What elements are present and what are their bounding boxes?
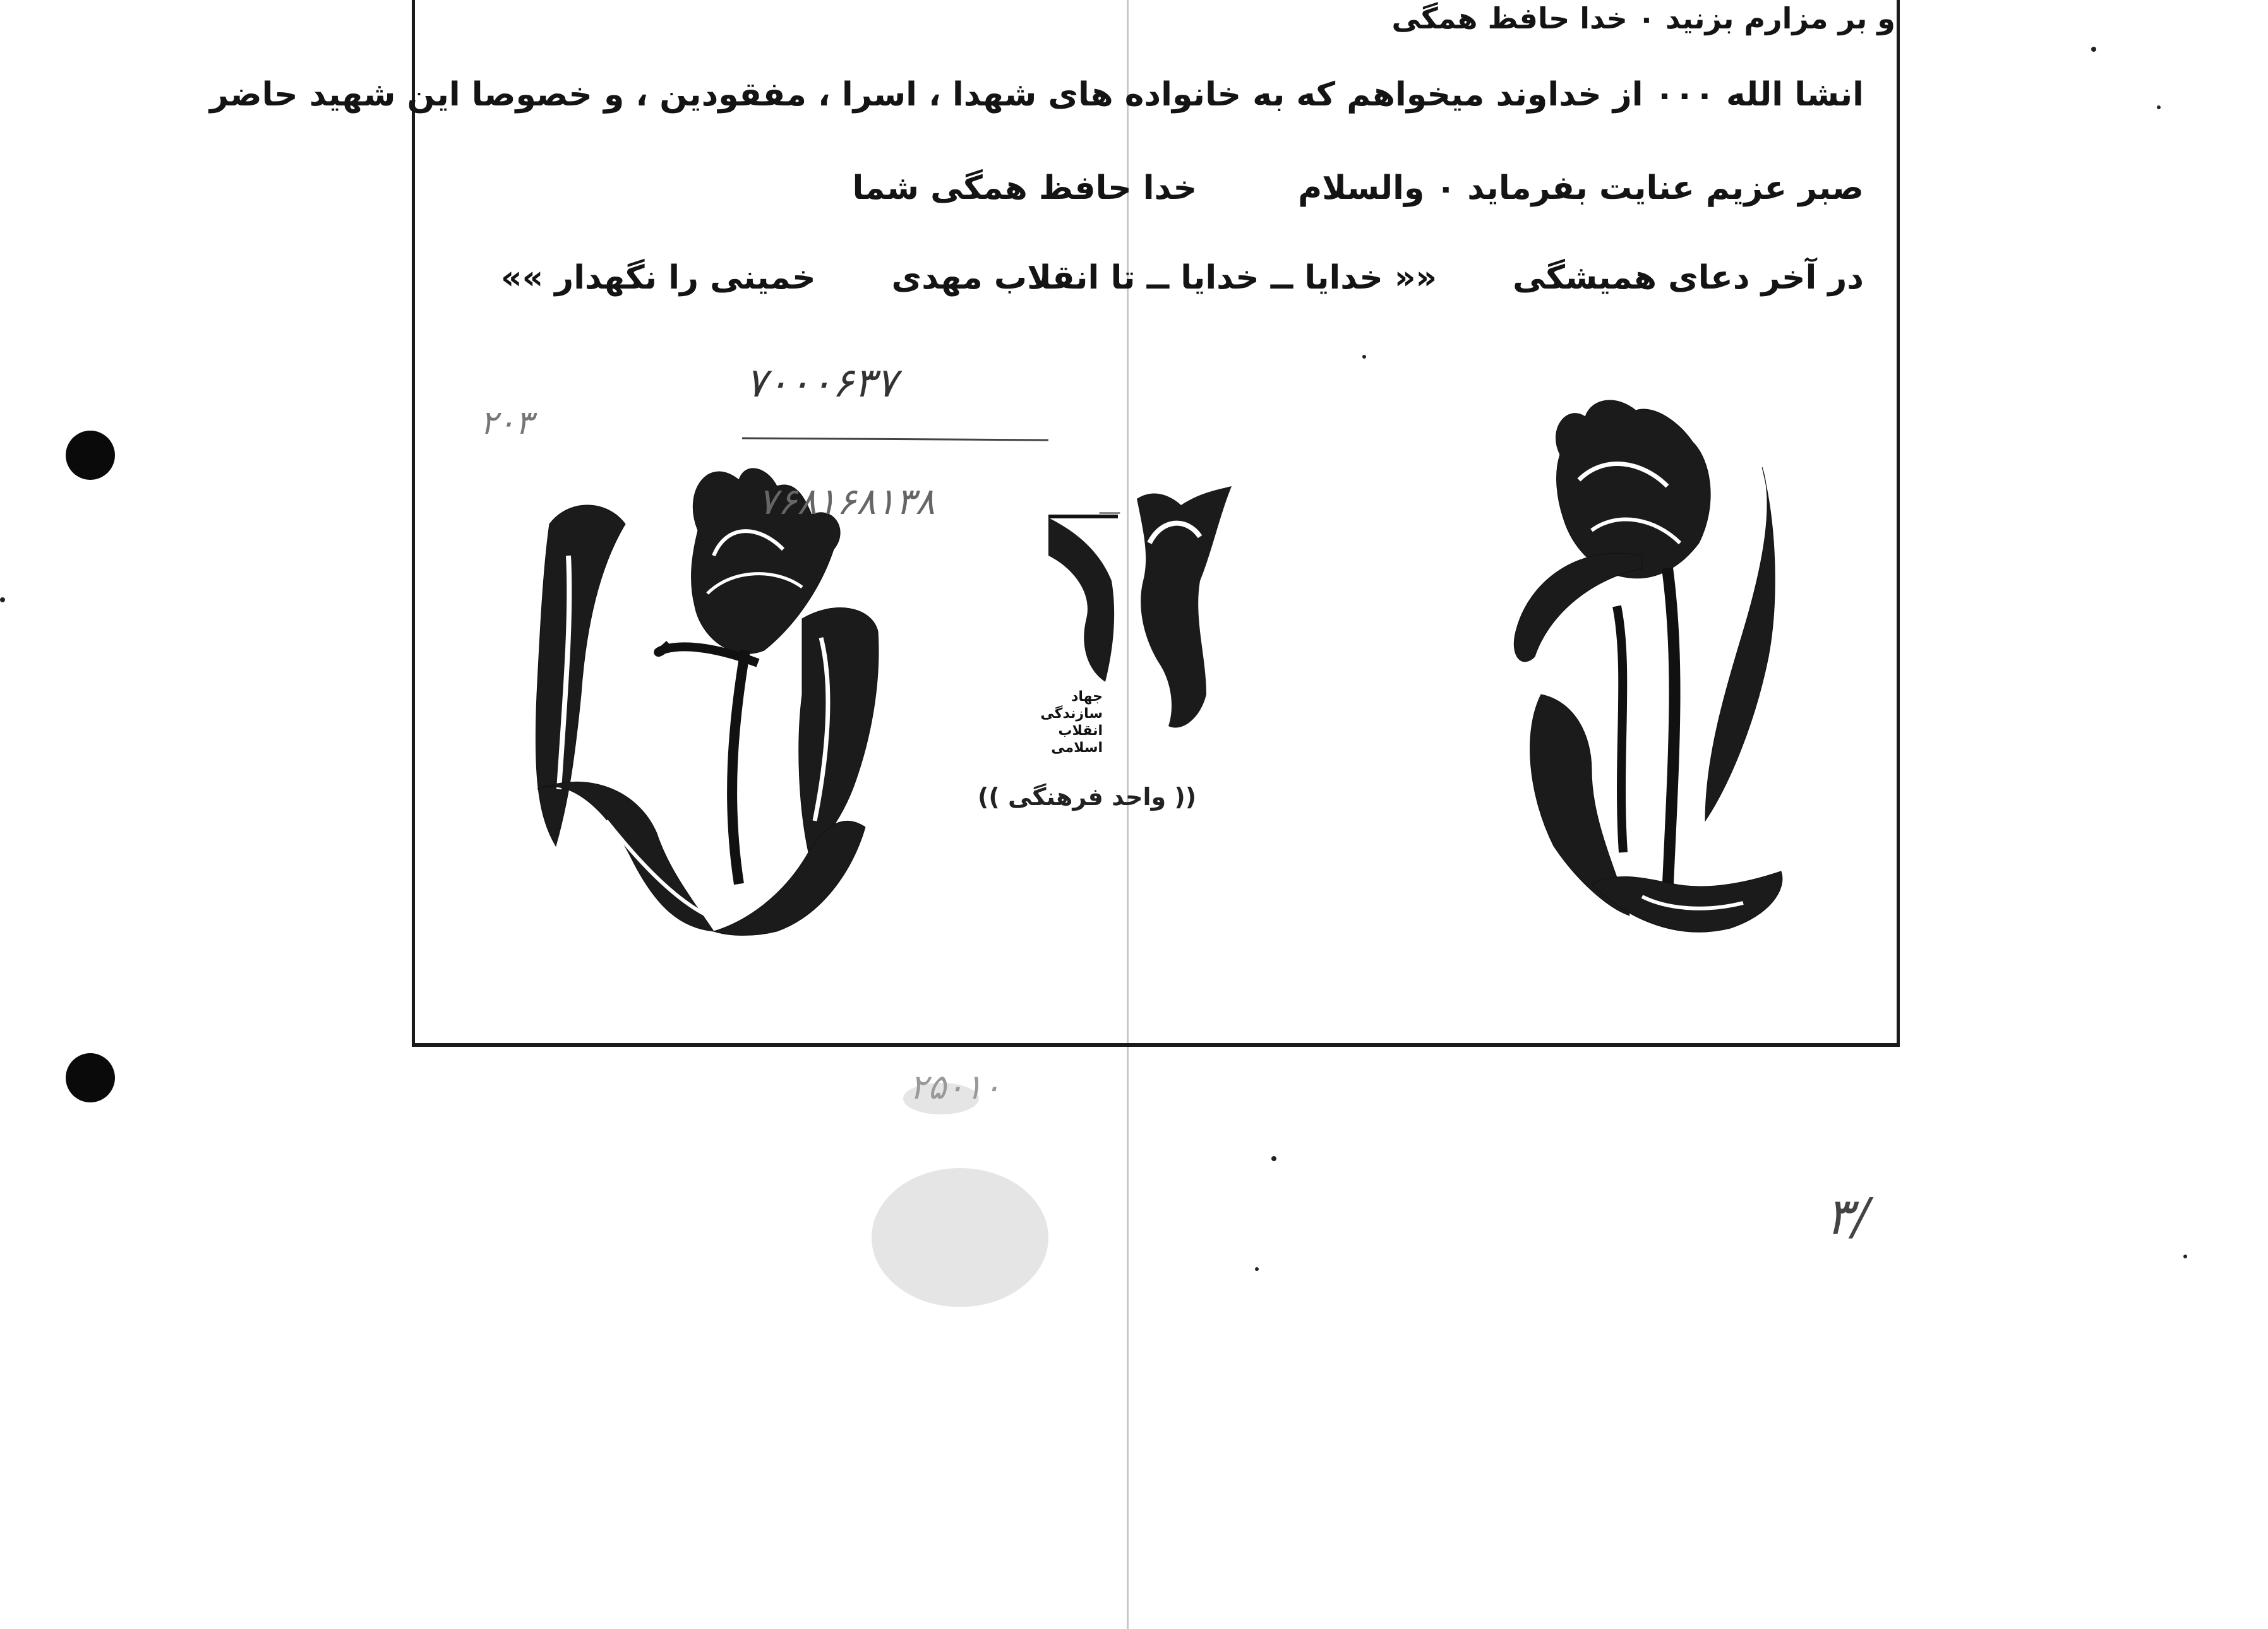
punch-hole-top (66, 431, 115, 480)
handwritten-note-2: ۷۶۸۱۶۸۱۳۸ (758, 480, 935, 523)
handwritten-note-1: ۷۰۰۰۶۳۷ (745, 360, 897, 407)
handwritten-note-5: ۳/ (1825, 1187, 1869, 1246)
text-line-2: انشا الله ۰۰۰ از خداوند میخواهم که به خانواده های شهدا ، اسرا ، مفقودین ، و خصوصا این شهید حاضر (210, 76, 1864, 114)
text-line-1: و بر مزارم بزنید ۰ خدا حافظ همگی (1391, 1, 1895, 35)
text-line-4-part-a: در آخر دعای همیشگی (1513, 259, 1864, 297)
emblem-caption: (( واحد فرهنگی )) (978, 783, 1197, 811)
emblem-tag: ⸺ (1099, 504, 1120, 520)
handwritten-note-4: ۲۵۰۱۰ (909, 1067, 1002, 1107)
text-line-3 (852, 169, 1864, 207)
punch-hole-bottom (66, 1053, 115, 1102)
text-line-3-part-b: خدا حافظ همگی شما (852, 169, 1197, 207)
text-line-4-part-b: «« خدایا ــ خدایا ــ تا انقلاب مهدی (891, 259, 1437, 297)
handwritten-note-3: ۲۰۳ (480, 404, 533, 442)
text-line-4-part-c: خمینی را نگهدار »» (501, 259, 816, 297)
smudge-marks (872, 1083, 1048, 1307)
document-frame (412, 0, 1900, 1047)
text-line-4 (501, 259, 1864, 297)
text-line-3-part-a: صبر عزیم عنایت بفرماید ۰ والسلام (1298, 169, 1864, 207)
emblem-text: جهاد سازندگی انقلاب اسلامی (1040, 689, 1103, 756)
